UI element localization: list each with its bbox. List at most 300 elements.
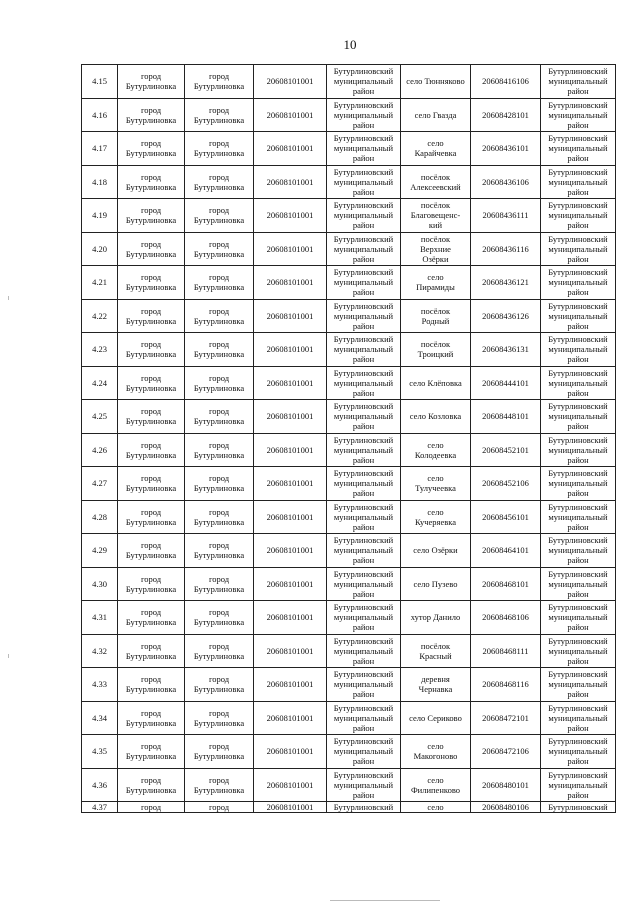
oktmo-code-to-cell: 20608436131 — [471, 333, 541, 367]
oktmo-code-from-cell: 20608101001 — [254, 735, 327, 769]
district-to-line: район — [567, 253, 589, 264]
locality-line: Озёрки — [422, 253, 449, 264]
settlement-to-cell — [185, 65, 254, 99]
oktmo-code-to-cell: 20608452106 — [471, 467, 541, 501]
district-from-cell — [327, 768, 401, 802]
district-from-line: район — [352, 521, 375, 532]
settlement-from-cell — [118, 735, 185, 769]
district-to-line: район — [567, 454, 589, 465]
settlement-to-cell — [185, 299, 254, 333]
settlement-to-line: город — [208, 801, 230, 812]
settlement-from-line: Бутурлиновка — [125, 751, 177, 762]
district-from-line: район — [352, 488, 375, 499]
district-from-line: муниципальный — [333, 578, 394, 589]
table-row — [82, 668, 616, 702]
district-from-cell — [327, 65, 401, 99]
district-to-line: Бутурлиновский — [548, 334, 608, 345]
district-to-line: район — [567, 555, 589, 566]
district-to-line: муниципальный — [548, 578, 608, 589]
district-from-line: муниципальный — [333, 478, 394, 489]
settlement-from-line: город — [140, 741, 162, 752]
district-to-line: район — [567, 655, 589, 666]
settlement-from-line: Бутурлиновка — [125, 784, 177, 795]
district-to-line: муниципальный — [548, 344, 608, 355]
registry-body — [82, 65, 616, 813]
settlement-from-cell — [118, 433, 185, 467]
locality-line: Филипенково — [410, 784, 461, 795]
district-from-line: район — [352, 588, 375, 599]
settlement-from-line: город — [140, 540, 162, 551]
settlement-to-line: город — [208, 741, 230, 752]
locality-line: село Озёрки — [413, 545, 458, 556]
settlement-to-line: Бутурлиновка — [193, 684, 245, 695]
district-to-cell — [541, 534, 616, 568]
district-from-line: муниципальный — [333, 210, 394, 221]
settlement-from-line: Бутурлиновка — [125, 315, 177, 326]
locality-cell — [401, 98, 471, 132]
oktmo-code-from-cell: 20608101001 — [254, 802, 327, 813]
row-number-cell: 4.37 — [82, 802, 118, 813]
settlement-to-line: Бутурлиновка — [193, 717, 245, 728]
district-to-line: район — [567, 287, 589, 298]
settlement-to-cell — [185, 534, 254, 568]
district-to-line: Бутурлиновский — [548, 133, 608, 144]
district-to-line: муниципальный — [548, 76, 608, 87]
settlement-from-line: Бутурлиновка — [125, 550, 177, 561]
oktmo-code-from-cell: 20608101001 — [254, 634, 327, 668]
table-row — [82, 567, 616, 601]
row-number-cell: 4.21 — [82, 266, 118, 300]
row-number-cell: 4.31 — [82, 601, 118, 635]
district-to-line: муниципальный — [548, 310, 608, 321]
locality-line: село Клёповка — [409, 377, 462, 388]
district-from-line: Бутурлиновский — [333, 736, 394, 747]
locality-line: село Тюнняково — [406, 76, 465, 87]
district-to-line: Бутурлиновский — [548, 535, 608, 546]
district-to-line: Бутурлиновский — [548, 635, 608, 646]
row-number-cell: 4.28 — [82, 500, 118, 534]
table-row — [82, 601, 616, 635]
district-to-line: муниципальный — [548, 444, 608, 455]
settlement-from-cell — [118, 634, 185, 668]
district-to-line: муниципальный — [548, 109, 608, 120]
oktmo-code-to-cell: 20608468106 — [471, 601, 541, 635]
locality-line: Макогоново — [413, 751, 458, 762]
settlement-to-line: Бутурлиновка — [193, 148, 245, 159]
district-from-line: Бутурлиновский — [333, 501, 394, 512]
district-from-line: муниципальный — [333, 310, 394, 321]
settlement-from-line: город — [140, 372, 162, 383]
settlement-to-cell — [185, 165, 254, 199]
district-to-line: муниципальный — [548, 377, 608, 388]
locality-line: Верхние — [420, 243, 451, 254]
oktmo-code-from-cell: 20608101001 — [254, 199, 327, 233]
locality-cell — [401, 802, 471, 813]
district-from-line: район — [352, 622, 375, 633]
district-from-line: муниципальный — [333, 712, 394, 723]
district-from-line: Бутурлиновский — [333, 669, 394, 680]
settlement-from-line: город — [140, 707, 162, 718]
district-to-cell — [541, 366, 616, 400]
district-from-line: Бутурлиновский — [333, 635, 394, 646]
district-to-line: Бутурлиновский — [548, 801, 608, 812]
locality-line: посёлок — [420, 640, 451, 651]
district-from-line: муниципальный — [333, 109, 394, 120]
table-row — [82, 65, 616, 99]
locality-line: село — [427, 439, 444, 450]
district-to-line: район — [567, 320, 589, 331]
settlement-from-line: Бутурлиновка — [125, 248, 177, 259]
district-to-line: Бутурлиновский — [548, 736, 608, 747]
locality-cell — [401, 333, 471, 367]
settlement-to-cell — [185, 701, 254, 735]
locality-line: хутор Данило — [410, 612, 461, 623]
settlement-from-line: Бутурлиновка — [125, 583, 177, 594]
settlement-from-cell — [118, 701, 185, 735]
oktmo-code-to-cell: 20608436126 — [471, 299, 541, 333]
district-from-line: муниципальный — [333, 143, 394, 154]
oktmo-code-from-cell: 20608101001 — [254, 65, 327, 99]
district-from-line: муниципальный — [333, 344, 394, 355]
district-to-line: район — [567, 488, 589, 499]
settlement-from-line: Бутурлиновка — [125, 148, 177, 159]
district-to-line: район — [567, 354, 589, 365]
district-from-cell — [327, 567, 401, 601]
locality-line: Колодеевка — [414, 449, 457, 460]
locality-line: Кучеряевка — [414, 516, 457, 527]
district-from-line: район — [352, 119, 375, 130]
settlement-from-line: Бутурлиновка — [125, 684, 177, 695]
district-from-line: Бутурлиновский — [333, 367, 394, 378]
settlement-from-cell — [118, 366, 185, 400]
locality-cell — [401, 199, 471, 233]
settlement-to-line: Бутурлиновка — [193, 617, 245, 628]
settlement-from-cell — [118, 165, 185, 199]
district-to-line: Бутурлиновский — [548, 401, 608, 412]
district-to-line: район — [567, 86, 589, 97]
settlement-from-cell — [118, 299, 185, 333]
district-to-line: муниципальный — [548, 411, 608, 422]
settlement-from-line: город — [140, 272, 162, 283]
locality-line: село Пузево — [413, 578, 458, 589]
district-to-line: район — [567, 689, 589, 700]
locality-cell — [401, 768, 471, 802]
settlement-to-cell — [185, 735, 254, 769]
settlement-to-cell — [185, 467, 254, 501]
district-from-line: муниципальный — [333, 176, 394, 187]
district-to-line: Бутурлиновский — [548, 267, 608, 278]
district-from-line: муниципальный — [333, 377, 394, 388]
district-to-cell — [541, 98, 616, 132]
table-row — [82, 768, 616, 802]
settlement-from-cell — [118, 98, 185, 132]
oktmo-code-from-cell: 20608101001 — [254, 534, 327, 568]
table-row — [82, 299, 616, 333]
district-from-line: Бутурлиновский — [333, 300, 394, 311]
district-to-line: район — [567, 588, 589, 599]
table-row — [82, 165, 616, 199]
settlement-to-line: Бутурлиновка — [193, 181, 245, 192]
settlement-to-cell — [185, 132, 254, 166]
district-to-cell — [541, 400, 616, 434]
district-to-line: муниципальный — [548, 143, 608, 154]
district-to-line: муниципальный — [548, 511, 608, 522]
row-number-cell: 4.32 — [82, 634, 118, 668]
district-to-line: муниципальный — [548, 645, 608, 656]
district-to-line: район — [567, 153, 589, 164]
district-from-line: муниципальный — [333, 545, 394, 556]
settlement-to-line: Бутурлиновка — [193, 449, 245, 460]
oktmo-code-to-cell: 20608468111 — [471, 634, 541, 668]
settlement-from-line: Бутурлиновка — [125, 382, 177, 393]
locality-cell — [401, 467, 471, 501]
district-from-cell — [327, 266, 401, 300]
settlement-to-line: город — [208, 707, 230, 718]
row-number-cell: 4.27 — [82, 467, 118, 501]
settlement-from-cell — [118, 668, 185, 702]
district-to-line: район — [567, 756, 589, 767]
settlement-to-line: Бутурлиновка — [193, 114, 245, 125]
locality-cell — [401, 433, 471, 467]
settlement-from-cell — [118, 132, 185, 166]
settlement-to-line: город — [208, 71, 230, 82]
settlement-to-line: город — [208, 205, 230, 216]
district-to-line: Бутурлиновский — [548, 769, 608, 780]
locality-line: Карайчевка — [414, 148, 457, 159]
district-to-line: район — [567, 789, 589, 800]
district-from-line: район — [352, 220, 375, 231]
locality-line: село Гвазда — [414, 109, 457, 120]
table-row — [82, 701, 616, 735]
row-number-cell: 4.20 — [82, 232, 118, 266]
settlement-from-line: город — [140, 573, 162, 584]
oktmo-code-to-cell: 20608436111 — [471, 199, 541, 233]
district-from-line: район — [352, 454, 375, 465]
district-from-cell — [327, 199, 401, 233]
district-from-cell — [327, 634, 401, 668]
settlement-to-cell — [185, 601, 254, 635]
district-from-cell — [327, 433, 401, 467]
oktmo-code-to-cell: 20608448101 — [471, 400, 541, 434]
district-from-line: Бутурлиновский — [333, 769, 394, 780]
settlement-to-line: город — [208, 171, 230, 182]
oktmo-code-to-cell: 20608436106 — [471, 165, 541, 199]
settlement-to-line: город — [208, 506, 230, 517]
settlement-from-line: Бутурлиновка — [125, 114, 177, 125]
district-to-line: муниципальный — [548, 612, 608, 623]
district-from-cell — [327, 802, 401, 813]
district-from-line: муниципальный — [333, 444, 394, 455]
district-from-cell — [327, 366, 401, 400]
row-number-cell: 4.26 — [82, 433, 118, 467]
district-from-line: район — [352, 253, 375, 264]
row-number-cell: 4.16 — [82, 98, 118, 132]
settlement-from-line: город — [140, 138, 162, 149]
settlement-to-line: Бутурлиновка — [193, 583, 245, 594]
settlement-from-cell — [118, 500, 185, 534]
locality-cell — [401, 232, 471, 266]
table-row — [82, 132, 616, 166]
oktmo-code-from-cell: 20608101001 — [254, 701, 327, 735]
settlement-from-cell — [118, 65, 185, 99]
district-from-line: муниципальный — [333, 779, 394, 790]
settlement-from-cell — [118, 333, 185, 367]
settlement-to-line: Бутурлиновка — [193, 483, 245, 494]
district-from-line: район — [352, 722, 375, 733]
oktmo-code-to-cell: 20608480101 — [471, 768, 541, 802]
settlement-from-line: город — [140, 801, 162, 812]
oktmo-code-from-cell: 20608101001 — [254, 333, 327, 367]
table-row — [82, 500, 616, 534]
district-from-line: район — [352, 555, 375, 566]
row-number-cell: 4.34 — [82, 701, 118, 735]
settlement-to-line: город — [208, 272, 230, 283]
district-to-line: Бутурлиновский — [548, 434, 608, 445]
row-number-cell: 4.36 — [82, 768, 118, 802]
district-to-line: район — [567, 186, 589, 197]
settlement-to-cell — [185, 433, 254, 467]
district-to-line: район — [567, 622, 589, 633]
locality-line: село — [427, 473, 444, 484]
settlement-to-line: город — [208, 473, 230, 484]
locality-cell — [401, 701, 471, 735]
district-to-line: Бутурлиновский — [548, 501, 608, 512]
oktmo-code-from-cell: 20608101001 — [254, 500, 327, 534]
locality-line: кий — [428, 220, 443, 231]
district-from-line: Бутурлиновский — [333, 801, 394, 812]
oktmo-code-from-cell: 20608101001 — [254, 299, 327, 333]
locality-line: село — [427, 741, 444, 752]
district-to-cell — [541, 232, 616, 266]
settlement-to-line: Бутурлиновка — [193, 282, 245, 293]
district-to-cell — [541, 65, 616, 99]
settlement-to-line: Бутурлиновка — [193, 650, 245, 661]
district-to-line: Бутурлиновский — [548, 66, 608, 77]
locality-cell — [401, 132, 471, 166]
settlement-to-line: город — [208, 439, 230, 450]
margin-mark-left — [8, 296, 9, 300]
settlement-to-cell — [185, 266, 254, 300]
settlement-from-line: город — [140, 640, 162, 651]
district-from-line: район — [352, 655, 375, 666]
row-number-cell: 4.22 — [82, 299, 118, 333]
table-row — [82, 98, 616, 132]
oktmo-code-from-cell: 20608101001 — [254, 433, 327, 467]
district-from-line: Бутурлиновский — [333, 99, 394, 110]
settlement-from-cell — [118, 567, 185, 601]
oktmo-code-to-cell: 20608472106 — [471, 735, 541, 769]
settlement-to-cell — [185, 768, 254, 802]
oktmo-code-to-cell: 20608452101 — [471, 433, 541, 467]
locality-line: посёлок — [420, 339, 451, 350]
table-row — [82, 400, 616, 434]
district-to-line: муниципальный — [548, 210, 608, 221]
district-from-line: район — [352, 756, 375, 767]
settlement-from-line: Бутурлиновка — [125, 650, 177, 661]
district-to-line: Бутурлиновский — [548, 99, 608, 110]
oktmo-code-from-cell: 20608101001 — [254, 132, 327, 166]
district-to-cell — [541, 601, 616, 635]
oktmo-code-to-cell: 20608428101 — [471, 98, 541, 132]
settlement-from-line: город — [140, 171, 162, 182]
locality-cell — [401, 634, 471, 668]
settlement-to-line: Бутурлиновка — [193, 751, 245, 762]
district-from-cell — [327, 299, 401, 333]
oktmo-code-to-cell: 20608416106 — [471, 65, 541, 99]
district-to-cell — [541, 735, 616, 769]
district-from-line: район — [352, 689, 375, 700]
row-number-cell: 4.15 — [82, 65, 118, 99]
settlement-to-line: город — [208, 104, 230, 115]
district-from-cell — [327, 132, 401, 166]
district-to-line: муниципальный — [548, 243, 608, 254]
district-to-line: муниципальный — [548, 545, 608, 556]
settlement-from-cell — [118, 232, 185, 266]
oktmo-code-from-cell: 20608101001 — [254, 567, 327, 601]
district-from-cell — [327, 400, 401, 434]
settlement-from-line: город — [140, 439, 162, 450]
settlement-to-cell — [185, 668, 254, 702]
district-from-line: Бутурлиновский — [333, 702, 394, 713]
settlement-to-cell — [185, 366, 254, 400]
settlement-to-cell — [185, 802, 254, 813]
district-to-line: муниципальный — [548, 277, 608, 288]
locality-line: село — [427, 801, 444, 812]
district-to-cell — [541, 299, 616, 333]
settlement-from-cell — [118, 199, 185, 233]
settlement-from-line: город — [140, 674, 162, 685]
settlement-to-line: Бутурлиновка — [193, 315, 245, 326]
oktmo-code-from-cell: 20608101001 — [254, 165, 327, 199]
district-to-line: Бутурлиновский — [548, 200, 608, 211]
row-number-cell: 4.29 — [82, 534, 118, 568]
oktmo-code-from-cell: 20608101001 — [254, 668, 327, 702]
oktmo-code-from-cell: 20608101001 — [254, 98, 327, 132]
locality-line: село Сериково — [409, 712, 462, 723]
settlement-from-line: Бутурлиновка — [125, 483, 177, 494]
district-to-cell — [541, 333, 616, 367]
locality-line: село — [427, 272, 444, 283]
table-row — [82, 735, 616, 769]
table-row — [82, 534, 616, 568]
district-from-line: муниципальный — [333, 243, 394, 254]
district-from-line: муниципальный — [333, 679, 394, 690]
district-from-cell — [327, 165, 401, 199]
district-to-line: район — [567, 521, 589, 532]
district-to-line: Бутурлиновский — [548, 233, 608, 244]
oktmo-code-to-cell: 20608480106 — [471, 802, 541, 813]
oktmo-code-from-cell: 20608101001 — [254, 266, 327, 300]
oktmo-code-from-cell: 20608101001 — [254, 366, 327, 400]
district-from-cell — [327, 467, 401, 501]
district-to-line: район — [567, 722, 589, 733]
district-from-line: район — [352, 354, 375, 365]
district-from-line: район — [352, 186, 375, 197]
district-from-line: Бутурлиновский — [333, 334, 394, 345]
settlement-from-line: Бутурлиновка — [125, 181, 177, 192]
district-to-line: муниципальный — [548, 712, 608, 723]
district-to-cell — [541, 199, 616, 233]
district-from-cell — [327, 601, 401, 635]
district-from-line: муниципальный — [333, 511, 394, 522]
district-to-cell — [541, 634, 616, 668]
settlement-to-cell — [185, 199, 254, 233]
locality-line: Красный — [419, 650, 452, 661]
district-from-line: муниципальный — [333, 277, 394, 288]
district-to-cell — [541, 500, 616, 534]
settlement-to-line: Бутурлиновка — [193, 516, 245, 527]
district-from-line: Бутурлиновский — [333, 233, 394, 244]
